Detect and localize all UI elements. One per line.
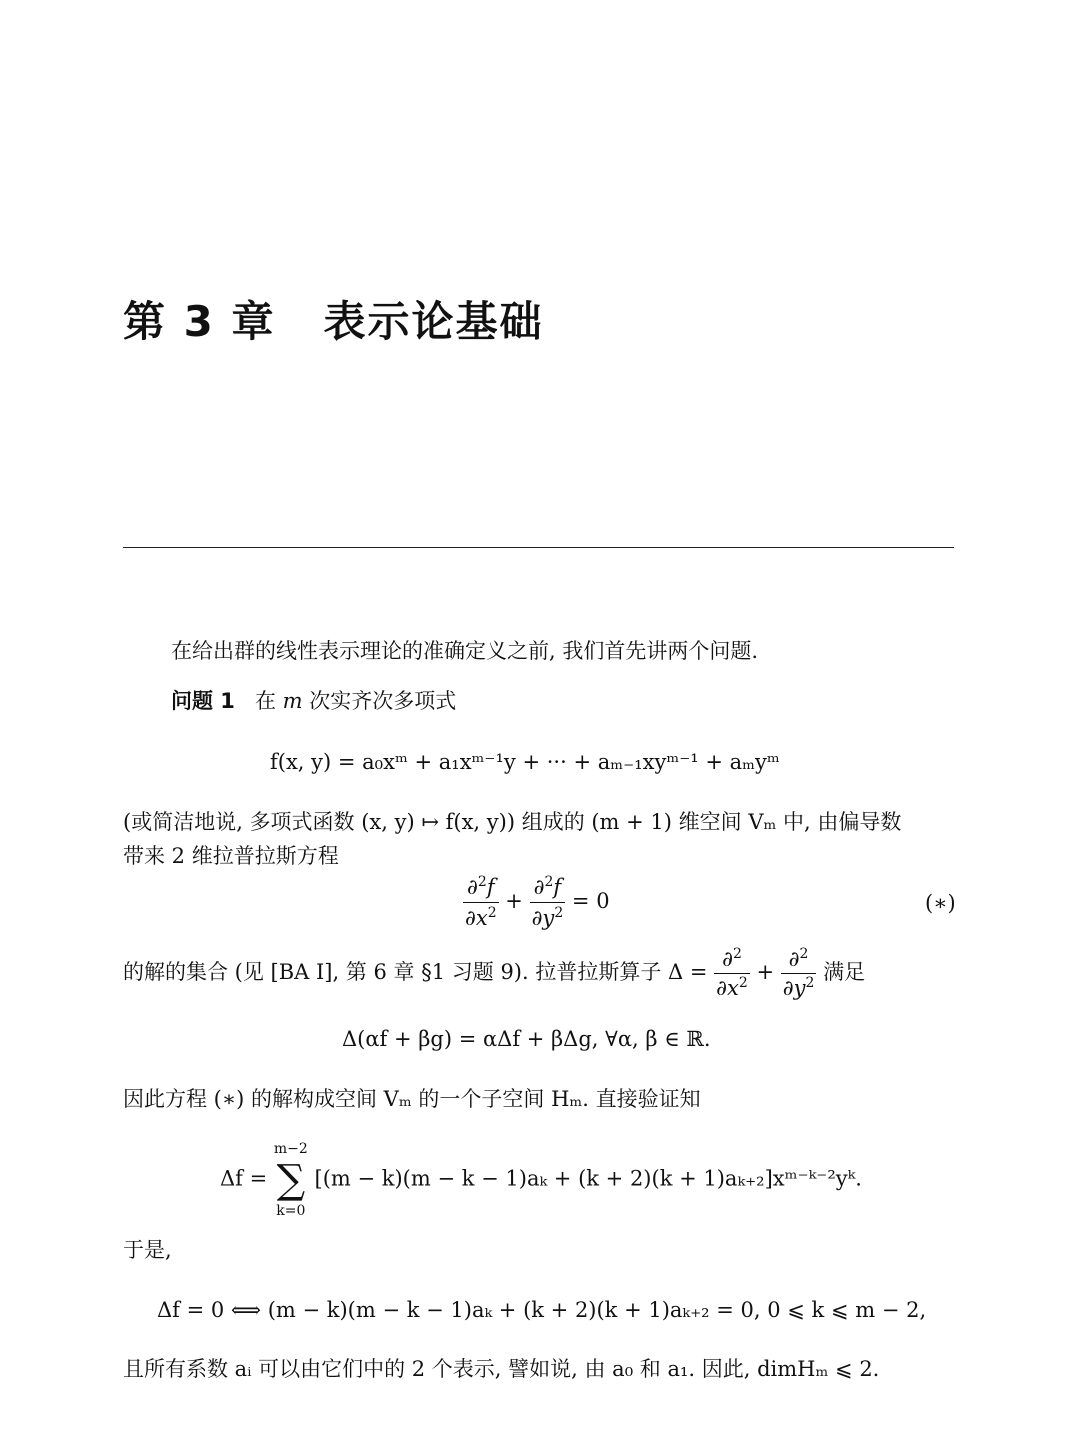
problem-text-before: 在 [254, 689, 276, 713]
problem-var: m [282, 689, 303, 713]
chapter-label: 第 3 章 [123, 297, 276, 346]
problem-1 [171, 684, 456, 718]
fraction-d2f-dx2: $\frac{\partial^2f}{\partial x^2}$ [463, 872, 499, 933]
equation-sum [220, 1138, 862, 1222]
fraction-d2f-dy2: $\frac{\partial^2f}{\partial y^2}$ [530, 872, 566, 933]
chapter-divider [123, 547, 954, 548]
equation-tag: (∗) [925, 891, 956, 915]
solution-text: 的解的集合 (见 [BA I], 第 6 章 §1 习题 9). 拉普拉斯算子 Δ = [123, 960, 708, 984]
fraction-d2-dx2: $\frac{\partial^2}{\partial x^2}$ [716, 946, 748, 1000]
paragraph-subspace: 因此方程 (∗) 的解构成空间 Vₘ 的一个子空间 Hₘ. 直接验证知 [123, 1087, 701, 1111]
paragraph-solution: 的解的集合 (见 [BA I], 第 6 章 §1 习题 9). 拉普拉斯算子 Δ = $\frac{\partial^2}{\partial x^2}$ + $\frac{\partial^2}{\partial y^2}$ 满足 [123, 946, 866, 1000]
intro-paragraph: 在给出群的线性表示理论的准确定义之前, 我们首先讲两个问题. [171, 639, 759, 663]
laplace-rhs: = 0 [571, 889, 610, 913]
sum-body: [(m − k)(m − k − 1)aₖ + (k + 2)(k + 1)aₖ₊₂]xᵐ⁻ᵏ⁻²yᵏ. [314, 1166, 862, 1191]
paragraph-vm-line1: (或简洁地说, 多项式函数 (x, y) ↦ f(x, y)) 组成的 (m + 1) 维空间 Vₘ 中, 由偏导数 [123, 810, 902, 834]
equation-polynomial: f(x, y) = a₀xᵐ + a₁xᵐ⁻¹y + ··· + aₘ₋₁xyᵐ⁻¹ + aₘyᵐ [270, 750, 780, 774]
paragraph-vm-line2: 带来 2 维拉普拉斯方程 [123, 844, 339, 868]
equation-linearity: Δ(αf + βg) = αΔf + βΔg, ∀α, β ∈ ℝ. [342, 1027, 711, 1051]
sum-symbol: m−2 ∑ k=0 [274, 1138, 308, 1222]
paragraph-thus: 于是, [123, 1238, 172, 1262]
sum-upper: m−2 [273, 1141, 308, 1157]
paragraph-final: 且所有系数 aᵢ 可以由它们中的 2 个表示, 譬如说, 由 a₀ 和 a₁. 因此, dimHₘ ⩽ 2. [123, 1357, 880, 1381]
chapter-heading [123, 292, 543, 352]
solution-tail: 满足 [823, 960, 866, 984]
problem-text-after: 次实齐次多项式 [309, 689, 457, 713]
paragraph-vm [123, 805, 954, 873]
fraction-d2-dy2: $\frac{\partial^2}{\partial y^2}$ [782, 946, 815, 1000]
sum-lower: k=0 [276, 1203, 306, 1219]
sum-lhs: Δf = [220, 1166, 268, 1191]
equation-iff: Δf = 0 ⟺ (m − k)(m − k − 1)aₖ + (k + 2)(k + 1)aₖ₊₂ = 0, 0 ⩽ k ⩽ m − 2, [157, 1298, 927, 1322]
problem-label: 问题 1 [171, 689, 235, 713]
equation-laplace: $\frac{\partial^2f}{\partial x^2}$ + $\frac{\partial^2f}{\partial y^2}$ = 0 [463, 872, 610, 933]
chapter-title: 表示论基础 [323, 297, 544, 346]
